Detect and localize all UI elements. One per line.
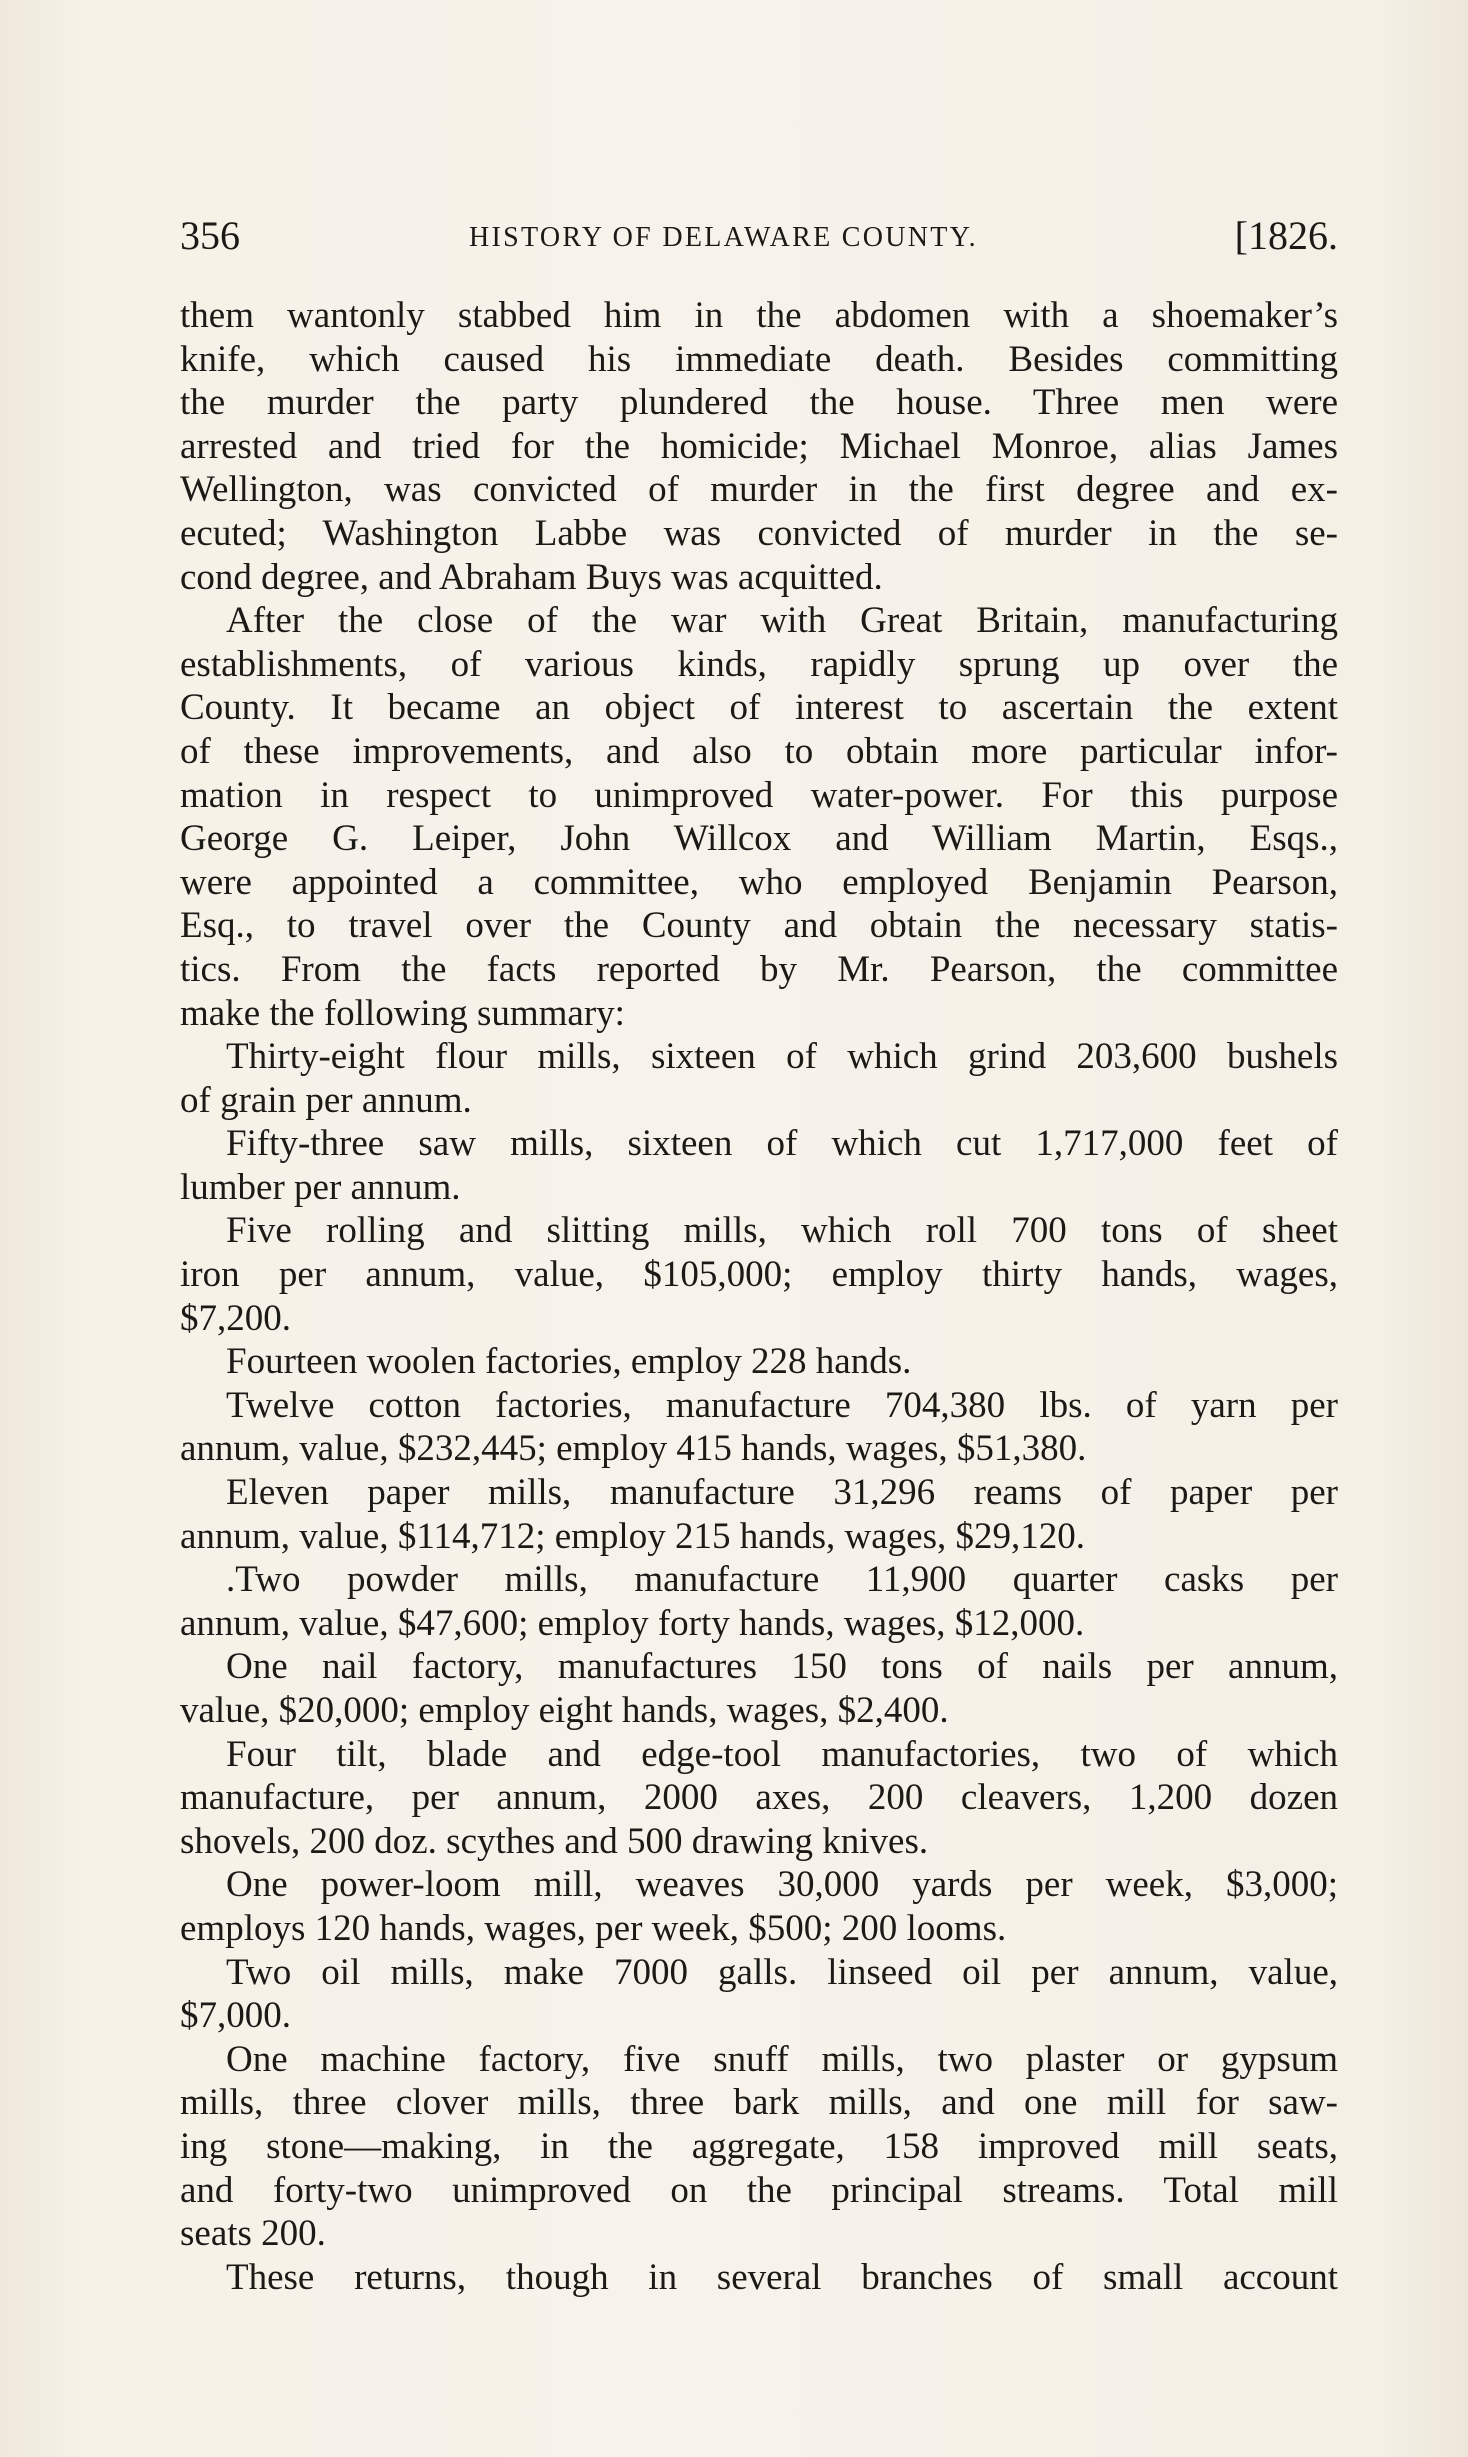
text-line: Two oil mills, make 7000 galls. linseed oil per annum, value,: [226, 1951, 1338, 1993]
text-line: Fourteen woolen factories, employ 228 hands.: [226, 1341, 912, 1383]
paragraph: [180, 1471, 1338, 1558]
text-line: annum, value, $47,600; employ forty hands, wages, $12,000.: [180, 1602, 1085, 1644]
text-line: tics. From the facts reported by Mr. Pearson, the committee: [180, 948, 1338, 990]
paragraph: [180, 1122, 1338, 1209]
paragraph: [180, 1863, 1338, 1950]
year-marker: [1826.: [1234, 213, 1338, 258]
paragraph: [180, 1733, 1338, 1864]
text-line: shovels, 200 doz. scythes and 500 drawing knives.: [180, 1820, 929, 1862]
text-line: knife, which caused his immediate death. Besides committing: [180, 338, 1338, 380]
page-header: [180, 212, 1338, 262]
paragraph: [180, 1951, 1338, 2038]
text-line: the murder the party plundered the house. Three men were: [180, 382, 1338, 424]
text-line: Four tilt, blade and edge-tool manufactories, two of which: [226, 1733, 1338, 1775]
text-line: of these improvements, and also to obtain more particular infor-: [180, 730, 1338, 772]
text-line: value, $20,000; employ eight hands, wages, $2,400.: [180, 1690, 949, 1731]
paragraph: [180, 2038, 1338, 2256]
text-line: One power-loom mill, weaves 30,000 yards per week, $3,000;: [226, 1864, 1338, 1906]
text-line: Wellington, was convicted of murder in the first degree and ex-: [180, 469, 1338, 511]
paragraph: [180, 2256, 1338, 2300]
text-line: $7,200.: [180, 1297, 291, 1339]
text-line: mills, three clover mills, three bark mills, and one mill for saw-: [180, 2082, 1338, 2124]
paragraph: [180, 1558, 1338, 1645]
text-line: mation in respect to unimproved water-power. For this purpose: [180, 774, 1338, 816]
paragraph: [180, 1384, 1338, 1471]
text-line: employs 120 hands, wages, per week, $500; 200 looms.: [180, 1907, 1007, 1949]
body-text: [180, 294, 1338, 2299]
text-line: establishments, of various kinds, rapidly sprung up over the: [180, 643, 1338, 685]
text-line: Five rolling and slitting mills, which roll 700 tons of sheet: [226, 1210, 1338, 1252]
running-title: HISTORY OF DELAWARE COUNTY.: [469, 222, 978, 253]
text-line: $7,000.: [180, 1995, 291, 2037]
text-line: After the close of the war with Great Britain, manufacturing: [226, 600, 1338, 642]
paragraph: [180, 1645, 1338, 1732]
text-line: iron per annum, value, $105,000; employ thirty hands, wages,: [180, 1254, 1338, 1296]
text-line: manufacture, per annum, 2000 axes, 200 cleavers, 1,200 dozen: [180, 1777, 1338, 1819]
paragraph: [180, 1035, 1338, 1122]
paragraph: [180, 1209, 1338, 1340]
paragraph: [180, 1340, 1338, 1384]
page-number: 356: [180, 213, 240, 258]
text-line: One machine factory, five snuff mills, two plaster or gypsum: [226, 2038, 1338, 2080]
text-line: Eleven paper mills, manufacture 31,296 reams of paper per: [226, 1472, 1338, 1514]
text-line: of grain per annum.: [180, 1079, 472, 1121]
text-line: County. It became an object of interest to ascertain the extent: [180, 687, 1338, 729]
text-line: These returns, though in several branches of small account: [226, 2256, 1338, 2298]
text-line: them wantonly stabbed him in the abdomen with a shoemaker’s: [180, 295, 1338, 336]
text-line: Esq., to travel over the County and obtain the necessary statis-: [180, 905, 1338, 947]
text-line: make the following summary:: [180, 992, 625, 1034]
text-line: and forty-two unimproved on the principal streams. Total mill: [180, 2169, 1338, 2211]
text-line: Twelve cotton factories, manufacture 704,380 lbs. of yarn per: [226, 1384, 1338, 1426]
text-line: annum, value, $232,445; employ 415 hands, wages, $51,380.: [180, 1428, 1087, 1470]
text-line: .Two powder mills, manufacture 11,900 quarter casks per: [226, 1559, 1338, 1601]
text-line: cond degree, and Abraham Buys was acquitted.: [180, 556, 883, 598]
text-line: George G. Leiper, John Willcox and William Martin, Esqs.,: [180, 818, 1338, 860]
text-line: were appointed a committee, who employed Benjamin Pearson,: [180, 861, 1338, 903]
text-line: lumber per annum.: [180, 1166, 461, 1208]
paragraph: [180, 599, 1338, 1035]
text-line: Thirty-eight flour mills, sixteen of which grind 203,600 bushels: [226, 1036, 1338, 1078]
text-line: ing stone—making, in the aggregate, 158 improved mill seats,: [180, 2125, 1338, 2167]
text-line: annum, value, $114,712; employ 215 hands, wages, $29,120.: [180, 1515, 1086, 1557]
paragraph: [180, 294, 1338, 599]
text-line: Fifty-three saw mills, sixteen of which cut 1,717,000 feet of: [226, 1123, 1338, 1165]
text-line: seats 200.: [180, 2213, 326, 2255]
text-line: arrested and tried for the homicide; Michael Monroe, alias James: [180, 425, 1338, 467]
text-line: One nail factory, manufactures 150 tons of nails per annum,: [226, 1646, 1338, 1688]
text-line: ecuted; Washington Labbe was convicted of murder in the se-: [180, 512, 1338, 554]
